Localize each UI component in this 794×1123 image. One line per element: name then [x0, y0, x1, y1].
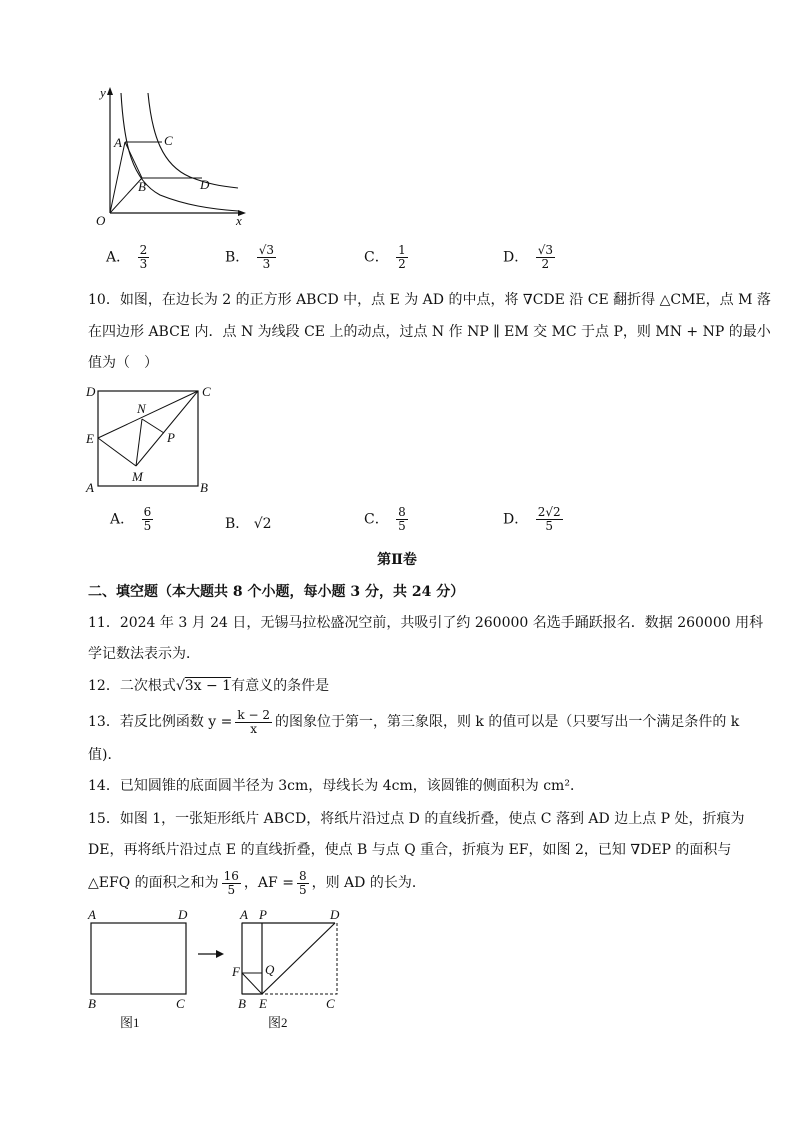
fig10-label-e: E	[86, 431, 94, 446]
q11-line2: 学记数法表示为．	[88, 646, 200, 662]
fraction: $\frac{1}{2}$	[398, 243, 406, 271]
option-label: B．	[225, 249, 250, 266]
q12-line	[88, 676, 329, 696]
q10-option-d	[503, 506, 566, 533]
option-label: A．	[110, 511, 135, 528]
fig2-label-b: B	[238, 996, 246, 1011]
fig2-label-d: D	[330, 907, 340, 922]
fig10-label-d: D	[86, 384, 96, 399]
q13-line2: 值)．	[88, 747, 122, 763]
q13-text-before: 13．若反比例函数 y =	[88, 714, 233, 730]
fraction: $\frac{16}{5}$	[223, 868, 239, 897]
fraction: $\frac{2√2}{5}$	[537, 505, 561, 533]
q15-text-before: △EFQ 的面积之和为	[88, 875, 219, 891]
fig10-label-b: B	[200, 480, 208, 494]
q9-option-b	[225, 244, 279, 271]
fraction: $\frac{√3}{2}$	[537, 243, 553, 271]
section-heading: 二、填空题（本大题共 8 个小题，每小题 3 分，共 24 分）	[88, 584, 465, 600]
q14-line: 14．已知圆锥的底面圆半径为 3cm，母线长为 4cm，该圆锥的侧面积为 cm²．	[88, 778, 584, 794]
option-label: A．	[106, 249, 131, 266]
fraction: $\frac{6}{5}$	[143, 505, 152, 533]
q13-text-after: 的图象位于第一，第三象限，则 k 的值可以是（只要写出一个满足条件的 k	[274, 714, 740, 730]
graph-label-x: x	[236, 213, 242, 228]
section-title: 第Ⅱ卷	[377, 552, 417, 568]
fig1-label-a: A	[88, 907, 96, 922]
q10-option-c	[364, 506, 411, 533]
q15-text-mid: ，AF =	[243, 875, 294, 891]
option-label: B．	[225, 516, 250, 532]
q15-figure-2	[232, 905, 347, 1033]
fig2-caption: 图2	[268, 1015, 288, 1030]
q10-line1: 10．如图，在边长为 2 的正方形 ABCD 中，点 E 为 AD 的中点，将 ∇CDE 沿 CE 翻折得 △CME，点 M 落	[88, 292, 771, 308]
arrow-right-icon	[196, 948, 226, 960]
option-label: C．	[364, 249, 389, 266]
option-label: C．	[364, 511, 389, 528]
q10-option-b	[225, 513, 272, 533]
graph-label-y: y	[100, 85, 106, 100]
fig2-label-p: P	[259, 907, 267, 922]
fig10-label-c: C	[202, 384, 211, 399]
fig2-label-e: E	[259, 996, 267, 1011]
fig2-label-q: Q	[265, 962, 275, 977]
q11-line1: 11．2024 年 3 月 24 日，无锡马拉松盛况空前，共吸引了约 260000 名选手踊跃报名．数据 260000 用科	[88, 615, 764, 631]
fig1-label-c: C	[176, 996, 185, 1011]
option-label: D．	[503, 249, 529, 266]
q15-figure-1	[84, 905, 199, 1033]
graph-label-b: B	[138, 179, 146, 194]
option-value: √2	[253, 516, 272, 532]
q9-option-d	[503, 244, 558, 271]
fig1-caption: 图1	[120, 1015, 140, 1030]
graph-label-a: A	[114, 135, 122, 150]
q10-option-a	[110, 506, 156, 533]
q15-line1: 15．如图 1，一张矩形纸片 ABCD，将纸片沿过点 D 的直线折叠，使点 C 落到 AD 边上点 P 处，折痕为	[88, 811, 745, 827]
graph-label-d: D	[200, 177, 210, 192]
fig1-label-b: B	[88, 996, 96, 1011]
fig2-label-c: C	[326, 996, 335, 1011]
q15-line2: DE，再将纸片沿过点 E 的直线折叠，使点 B 与点 Q 重合，折痕为 EF，如图 2，已知 ∇DEP 的面积与	[88, 842, 732, 858]
fig10-label-a: A	[86, 480, 94, 494]
q10-figure	[84, 382, 216, 494]
q12-text-after: 有意义的条件是	[231, 678, 330, 694]
fig10-label-m: M	[132, 469, 143, 484]
q15-text-after: ，则 AD 的长为．	[311, 875, 426, 891]
graph-label-c: C	[164, 133, 173, 148]
q9-option-a	[106, 244, 152, 271]
fig1-label-d: D	[178, 907, 188, 922]
fraction: $\frac{2}{3}$	[139, 243, 148, 271]
fraction: $\frac{8}{5}$	[398, 505, 406, 533]
q9-graph	[90, 85, 255, 230]
fig2-label-f: F	[232, 964, 240, 979]
q13-line1	[88, 706, 739, 738]
fraction: $\frac{k - 2}{x}$	[237, 707, 270, 736]
q12-text-before: 12．二次根式	[88, 678, 176, 694]
fig10-label-n: N	[137, 401, 146, 416]
q10-line3: 值为（ ）	[88, 355, 158, 371]
q9-option-c	[364, 244, 411, 271]
fraction: $\frac{√3}{3}$	[258, 243, 275, 271]
q12-radicand: 3x − 1	[184, 678, 232, 694]
q10-line2: 在四边形 ABCE 内．点 N 为线段 CE 上的动点，过点 N 作 NP ∥ EM 交 MC 于点 P，则 MN + NP 的最小	[88, 324, 771, 340]
q15-line3	[88, 866, 426, 900]
fig2-label-a: A	[240, 907, 248, 922]
fraction: $\frac{8}{5}$	[298, 868, 307, 897]
graph-label-o: O	[96, 213, 106, 228]
sqrt-icon: √	[175, 678, 185, 694]
fig10-label-p: P	[167, 430, 175, 445]
option-label: D．	[503, 511, 529, 528]
